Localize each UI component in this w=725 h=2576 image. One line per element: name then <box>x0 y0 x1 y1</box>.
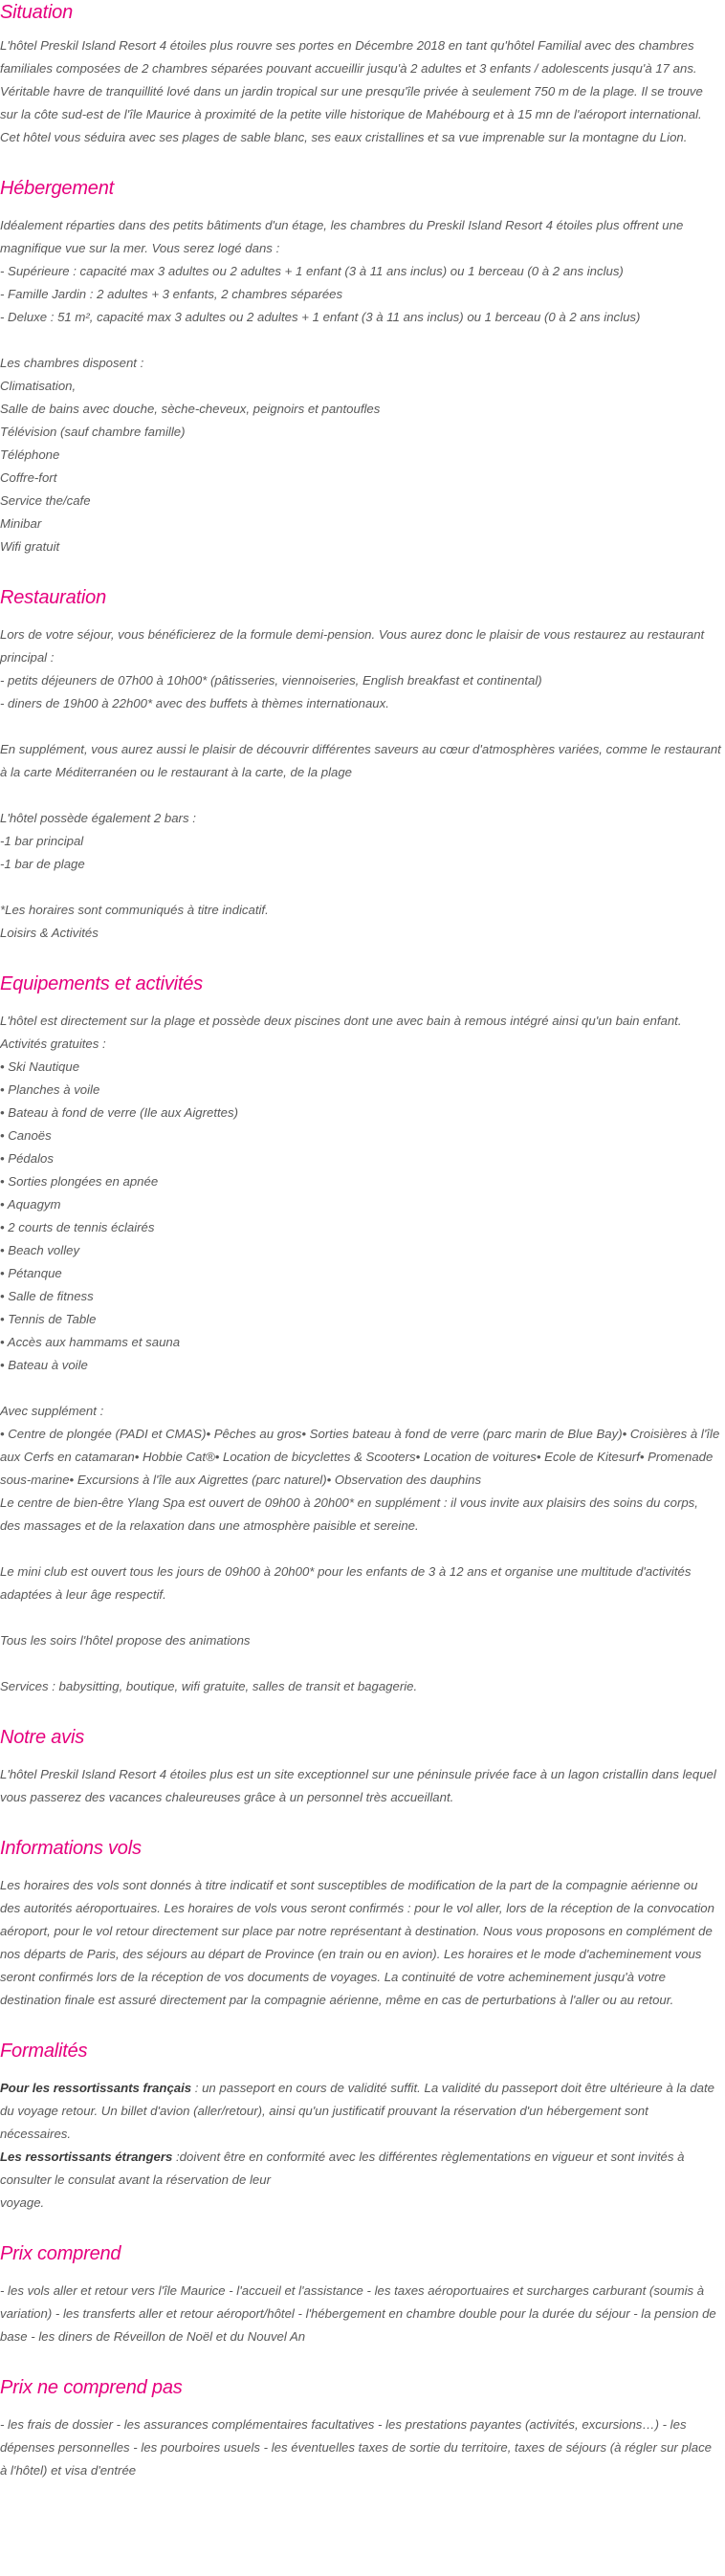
section-title-equipements: Equipements et activités <box>0 973 203 994</box>
text-line: -1 bar principal <box>0 834 84 848</box>
text-line <box>0 876 721 899</box>
prix-comprend-text <box>0 2280 721 2348</box>
hebergement-text <box>0 214 721 558</box>
section-title-avis: Notre avis <box>0 1727 85 1748</box>
text-line: Les horaires des vols sont donnés à titre indicatif et sont susceptibles de modification de la part de la compagnie aérienne ou des autorités aéroportuaires. Les horaires de vols vous seront confirmés : pour le vol aller, lors de la réception de la convocation aéroport, pour le vol retour directement sur place par notre représentant à destination. Nous vous proposons en complément de nos départs de Paris, des séjours au départ de Province (en train ou en avion). Les horaires et le mode d'acheminement vous seront confirmés lors de la réception de vos documents de voyages. La continuité de votre acheminement jusqu'à votre destination finale est assuré directement par la compagnie aérienne, même en cas de perturbations à l'aller ou au retour. <box>0 1878 714 2007</box>
formalites-french-label: Pour les ressortissants français <box>0 2081 192 2095</box>
text-line: • 2 courts de tennis éclairés <box>0 1220 155 1234</box>
text-line: • Pédalos <box>0 1151 54 1166</box>
text-line: • Planches à voile <box>0 1082 100 1097</box>
situation-text <box>0 34 721 149</box>
text-line: Salle de bains avec douche, sèche-cheveux, peignoirs et pantoufles <box>0 402 381 416</box>
text-line: En supplément, vous aurez aussi le plaisir de découvrir différentes saveurs au cœur d'atmosphères variées, comme le restaurant à la carte Méditerranéen ou le restaurant à la carte, de la plage <box>0 742 721 779</box>
text-line: • Tennis de Table <box>0 1312 97 1326</box>
text-line: • Pétanque <box>0 1266 62 1280</box>
section-title-hebergement: Hébergement <box>0 178 114 199</box>
situation-paragraph: L'hôtel Preskil Island Resort 4 étoiles plus rouvre ses portes en Décembre 2018 en tant qu'hôtel Familial avec des chambres familiales composées de 2 chambres séparées pouvant accueillir jusqu'à 2 adultes et 3 enfants / adolescents jusqu'à 17 ans. <box>0 38 697 76</box>
text-line: - les vols aller et retour vers l'île Maurice - l'accueil et l'assistance - les taxes aéroportuaires et surcharges carburant (soumis à variation) - les transferts aller et retour aéroport/hôtel - l'hébergement en chambre double pour la durée du séjour - la pension de base - les diners de Réveillon de Noël et du Nouvel An <box>0 2283 716 2344</box>
formalites-text <box>0 2077 721 2215</box>
text-line: • Bateau à fond de verre (Ile aux Aigrettes) <box>0 1105 238 1120</box>
text-line <box>0 329 721 352</box>
text-line: - les frais de dossier - les assurances complémentaires facultatives - les prestations payantes (activités, excursions…) - les dépenses personnelles - les pourboires usuels - les éventuelles taxes de sortie du territoire, taxes de séjours (à régler sur place à l'hôtel) et visa d'entrée <box>0 2417 713 2478</box>
text-line: • Accès aux hammams et sauna <box>0 1335 181 1349</box>
text-line: • Bateau à voile <box>0 1358 88 1372</box>
text-line: • Canoës <box>0 1128 52 1143</box>
section-situation <box>0 0 721 149</box>
text-line: • Centre de plongée (PADI et CMAS)• Pêches au gros• Sorties bateau à fond de verre (parc marin de Blue Bay)• Croisières à l'île aux Cerfs en catamaran• Hobbie Cat®• Location de bicyclettes & Scooters• Location de voitures• Ecole de Kitesurf• Promenade sous-marine• Excursions à l'île aux Aigrettes (parc naturel)• Observation des dauphins <box>0 1427 720 1487</box>
section-title-prix-ne-comprend: Prix ne comprend pas <box>0 2377 183 2398</box>
text-line <box>0 1606 721 1629</box>
text-line: Lors de votre séjour, vous bénéficierez de la formule demi-pension. Vous aurez donc le plaisir de vous restaurez au restaurant principal : <box>0 627 705 665</box>
text-line: Le mini club est ouvert tous les jours de 09h00 à 20h00* pour les enfants de 3 à 12 ans et organise une multitude d'activités adaptées à leur âge respectif. <box>0 1564 692 1602</box>
section-title-formalites: Formalités <box>0 2041 88 2062</box>
text-line: - petits déjeuners de 07h00 à 10h00* (pâtisseries, viennoiseries, English breakfast et continental) <box>0 673 542 688</box>
text-line: • Salle de fitness <box>0 1289 94 1303</box>
formalites-french <box>0 2077 721 2146</box>
section-hebergement <box>0 176 721 558</box>
section-title-restauration: Restauration <box>0 587 106 608</box>
text-line: Services : babysitting, boutique, wifi gratuite, salles de transit et bagagerie. <box>0 1679 418 1693</box>
text-line: Activités gratuites : <box>0 1037 106 1051</box>
equipements-text <box>0 1010 721 1698</box>
text-line <box>0 1652 721 1675</box>
restauration-text <box>0 623 721 945</box>
text-line: Climatisation, <box>0 379 77 393</box>
formalites-foreign <box>0 2146 721 2192</box>
section-title-vols: Informations vols <box>0 1838 142 1859</box>
situation-paragraph: Véritable havre de tranquillité lové dans un jardin tropical sur une presqu'île privée à seulement 750 m de la plage. Il se trouve sur la côte sud-est de l'île Maurice à proximité de la petite ville historique de Mahébourg et à 15 mn de l'aéroport international. Cet hôtel vous séduira avec ses plages de sable blanc, ses eaux cristallines et sa vue imprenable sur la montagne du Lion. <box>0 84 703 144</box>
text-line: L'hôtel Preskil Island Resort 4 étoiles plus est un site exceptionnel sur une péninsule privée face à un lagon cristallin dans lequel vous passerez des vacances chaleureuses grâce à un personnel très accueillant. <box>0 1767 716 1804</box>
section-prix-ne-comprend <box>0 2375 721 2482</box>
section-restauration <box>0 585 721 945</box>
section-vols <box>0 1836 721 2012</box>
section-equipements <box>0 971 721 1698</box>
text-line: - Deluxe : 51 m², capacité max 3 adultes ou 2 adultes + 1 enfant (3 à 11 ans inclus) ou 1 berceau (0 à 2 ans inclus) <box>0 310 641 324</box>
section-title-prix-comprend: Prix comprend <box>0 2243 121 2264</box>
text-line: Les chambres disposent : <box>0 356 144 370</box>
section-formalites <box>0 2039 721 2215</box>
section-prix-comprend <box>0 2241 721 2348</box>
text-line: • Ski Nautique <box>0 1059 80 1074</box>
formalites-foreign-label: Les ressortissants étrangers <box>0 2150 173 2164</box>
prix-ne-comprend-text <box>0 2413 721 2482</box>
text-line: L'hôtel est directement sur la plage et possède deux piscines dont une avec bain à remous intégré ainsi qu'un bain enfant. <box>0 1014 682 1028</box>
text-line <box>0 1377 721 1400</box>
section-avis <box>0 1725 721 1809</box>
text-line: Télévision (sauf chambre famille) <box>0 425 186 439</box>
formalites-foreign-end: voyage. <box>0 2195 45 2210</box>
section-title-situation: Situation <box>0 2 74 23</box>
text-line: • Aquagym <box>0 1197 61 1212</box>
text-line: - Famille Jardin : 2 adultes + 3 enfants, 2 chambres séparées <box>0 287 343 301</box>
text-line: Service the/cafe <box>0 493 91 508</box>
text-line: Idéalement réparties dans des petits bâtiments d'un étage, les chambres du Preskil Island Resort 4 étoiles plus offrent une magnifique vue sur la mer. Vous serez logé dans : <box>0 218 684 255</box>
avis-text <box>0 1763 721 1809</box>
vols-text <box>0 1874 721 2012</box>
formalites-foreign-text: :doivent être en conformité avec les différentes règlementations en vigueur et sont invités à consulter le consulat avant la réservation de leur <box>0 2150 685 2187</box>
text-line: Coffre-fort <box>0 470 57 485</box>
text-line: *Les horaires sont communiqués à titre indicatif. <box>0 903 269 917</box>
text-line: Avec supplément : <box>0 1404 104 1418</box>
text-line: Loisirs & Activités <box>0 926 99 940</box>
text-line: - Supérieure : capacité max 3 adultes ou 2 adultes + 1 enfant (3 à 11 ans inclus) ou 1 berceau (0 à 2 ans inclus) <box>0 264 624 278</box>
formalites-french-text: : un passeport en cours de validité suffit. La validité du passeport doit être ultérieure à la date du voyage retour. Un billet d'avion (aller/retour), ainsi qu'un justificatif prouvant la réservation d'un hébergement sont nécessaires. <box>0 2081 714 2141</box>
text-line: -1 bar de plage <box>0 857 85 871</box>
text-line: Téléphone <box>0 448 60 462</box>
text-line: Tous les soirs l'hôtel propose des animations <box>0 1633 251 1648</box>
text-line <box>0 784 721 807</box>
text-line: Wifi gratuit <box>0 539 60 554</box>
text-line: Le centre de bien-être Ylang Spa est ouvert de 09h00 à 20h00* en supplément : il vous invite aux plaisirs des soins du corps, des massages et de la relaxation dans une atmosphère paisible et sereine. <box>0 1495 698 1533</box>
text-line <box>0 1538 721 1561</box>
text-line: • Sorties plongées en apnée <box>0 1174 159 1189</box>
text-line <box>0 715 721 738</box>
text-line: • Beach volley <box>0 1243 80 1257</box>
text-line: Minibar <box>0 516 42 531</box>
text-line: - diners de 19h00 à 22h00* avec des buffets à thèmes internationaux. <box>0 696 389 710</box>
text-line: L'hôtel possède également 2 bars : <box>0 811 196 825</box>
